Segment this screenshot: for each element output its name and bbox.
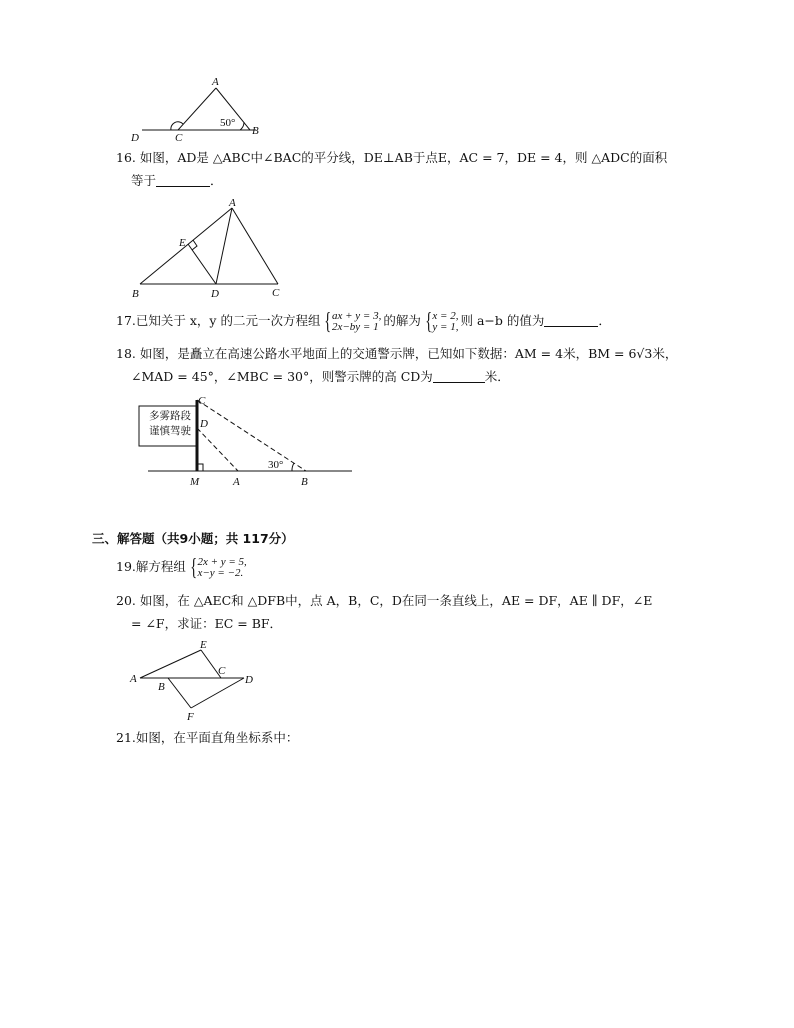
label-D: D — [200, 418, 208, 430]
label-D: D — [131, 132, 139, 144]
label-A: A — [212, 76, 219, 88]
label-E: E — [179, 237, 186, 249]
answer-blank[interactable] — [156, 174, 210, 187]
figure-q18 — [136, 392, 366, 492]
solution-system: { x = 2, y = 1, — [425, 308, 459, 335]
label-A: A — [130, 673, 137, 685]
q16-line1 — [116, 150, 667, 166]
label-C: C — [198, 395, 206, 407]
q18-line1 — [116, 346, 677, 362]
label-B: B — [132, 288, 139, 300]
q17-line: 17.已知关于 x，y 的二元一次方程组 { ax + y = 3, 2x−by = 1 的解为 { x = 2, y = 1, 则 a−b 的值为 ． — [116, 308, 611, 335]
label-M: M — [190, 476, 200, 488]
q20-text: 如图，在 △AEC和 △DFB中，点 A，B，C，D在同一条直线上，AE = DF，AE ∥ DF，∠E — [139, 593, 653, 608]
label-C: C — [218, 665, 226, 677]
answer-blank[interactable] — [433, 370, 485, 383]
warning-sign: 多雾路段 谨慎驾驶 — [149, 410, 191, 437]
label-B: B — [158, 681, 165, 693]
q18-line2: ∠MAD = 45°，∠MBC = 30°，则警示牌的高 CD为 米． — [131, 369, 510, 384]
q19-line: 19.解方程组 { 2x + y = 5, x−y = −2. — [116, 554, 247, 581]
q16-number: 16. — [116, 150, 136, 165]
q21-line: 21.如图，在平面直角坐标系中： — [116, 730, 299, 745]
q16-line2: 等于 ． — [131, 173, 223, 188]
figure-q15 — [128, 74, 268, 146]
figure-q20 — [126, 638, 266, 724]
angle-label: 30° — [268, 459, 284, 471]
label-D: D — [211, 288, 219, 300]
label-B: B — [252, 125, 259, 137]
figure-q16 — [128, 196, 288, 302]
label-A: A — [229, 197, 236, 209]
q21-number: 21. — [116, 730, 136, 745]
section-title: 三、解答题（共9小题；共 117分） — [92, 531, 294, 546]
q18-number: 18. — [116, 346, 136, 361]
angle-label: 50° — [220, 117, 236, 129]
label-C: C — [272, 287, 280, 299]
q20-number: 20. — [116, 593, 136, 608]
equation-system: { 2x + y = 5, x−y = −2. — [190, 554, 247, 581]
equation-system: { ax + y = 3, 2x−by = 1 — [324, 308, 382, 335]
label-A: A — [233, 476, 240, 488]
q19-number: 19. — [116, 559, 136, 574]
label-C: C — [175, 132, 183, 144]
q18-text: 如图，是矗立在高速公路水平地面上的交通警示牌，已知如下数据：AM = 4米，BM = 6√3米， — [139, 346, 678, 361]
label-B: B — [301, 476, 308, 488]
label-D: D — [245, 674, 253, 686]
q20-line1 — [116, 593, 652, 609]
label-F: F — [187, 711, 194, 723]
q17-number: 17. — [116, 313, 136, 328]
q16-text: 如图，AD是 △ABC中∠BAC的平分线，DE⊥AB于点E，AC = 7，DE = 4，则 △ADC的面积 — [139, 150, 668, 165]
label-E: E — [200, 639, 207, 651]
q20-line2: = ∠F，求证：EC = BF． — [131, 616, 283, 631]
answer-blank[interactable] — [544, 314, 598, 327]
